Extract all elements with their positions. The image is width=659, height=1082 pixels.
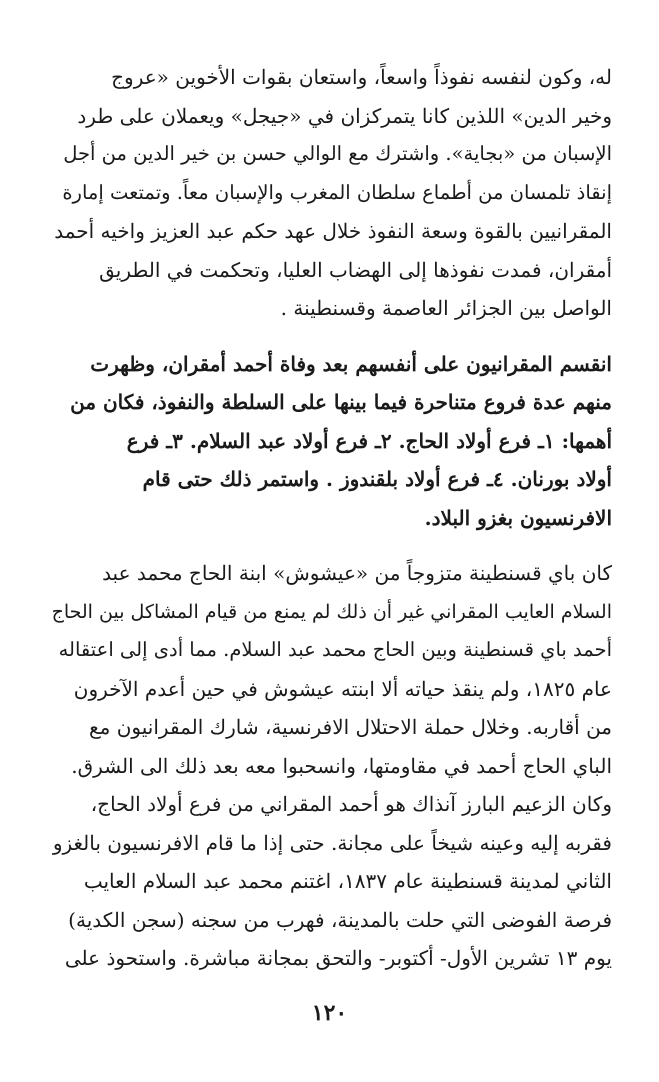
text-line: من أقاربه. وخلال حملة الاحتلال الافرنسية، شارك المقرانيون مع [89, 715, 612, 739]
text-line: الإسبان من «بجاية». واشترك مع الوالي حسن بن خير الدين من أجل [63, 142, 612, 165]
text-line: فرصة الفوضى التي حلت بالمدينة، فهرب من سجنه (سجن الكدية) [68, 907, 612, 932]
document-page [52, 58, 612, 978]
text-line: وكان الزعيم البارز آنذاك هو أحمد المقراني من فرع أولاد الحاج، [90, 792, 612, 816]
text-line: كان باي قسنطينة متزوجاً من «عيشوش» ابنة الحاج محمد عبد [102, 561, 612, 585]
text-line: السلام العايب المقراني غير أن ذلك لم يمنع من قيام المشاكل بين الحاج [52, 600, 612, 623]
text-line: الافرنسيون بغزو البلاد. [424, 505, 612, 530]
paragraph-3 [52, 554, 612, 978]
paragraph-2 [52, 345, 612, 538]
text-line: الباي الحاج أحمد في مقاومتها، وانسحبوا معه بعد ذلك الى الشرق. [71, 753, 612, 778]
text-line: منهم عدة فروع متناحرة فيما بينها على السلطة والنفوذ، فكان من [70, 390, 612, 414]
text-line: عام ١٨٢٥، ولم ينقذ حياته ألا ابنته عيشوش في حين أعدم الآخرون [73, 676, 612, 701]
text-line: أهمها: ١ـ فرع أولاد الحاج. ٢ـ فرع أولاد عبد السلام. ٣ـ فرع [126, 428, 612, 453]
page-number: ١٢٠ [311, 1000, 348, 1026]
text-line: له، وكون لنفسه نفوذاً واسعاً، واستعان بقوات الأخوين «عروج [111, 65, 612, 89]
text-line: الثاني لمدينة قسنطينة عام ١٨٣٧، اغتنم محمد عبد السلام العايب [83, 869, 612, 893]
text-line: يوم ١٣ تشرين الأول- أكتوبر- والتحق بمجانة مباشرة. واستحوذ على [64, 946, 612, 970]
text-line: انقسم المقرانيون على أنفسهم بعد وفاة أحمد أمقران، وظهرت [90, 351, 612, 376]
text-line: فقربه إليه وعينه شيخاً على مجانة. حتى إذا ما قام الافرنسيون بالغزو [52, 830, 612, 855]
text-line: الواصل بين الجزائر العاصمة وقسنطينة . [280, 296, 612, 320]
text-line: وخير الدين» اللذين كانا يتمركزان في «جيجل» ويعملان على طرد [77, 103, 612, 128]
text-line: أمقران، فمدت نفوذها إلى الهضاب العليا، وتحكمت في الطريق [99, 257, 612, 282]
text-line: المقرانيين بالقوة وسعة النفوذ خلال عهد حكم عبد العزيز واخيه أحمد [54, 219, 612, 243]
text-line: أحمد باي قسنطينة وبين الحاج محمد عبد السلام. مما أدى إلى اعتقاله [58, 638, 612, 661]
text-line: إنقاذ تلمسان من أطماع سلطان المغرب والإسبان معاً. وتمتعت إمارة [62, 180, 612, 204]
text-line: أولاد بورنان. ٤ـ فرع أولاد بلقندوز . واستمر ذلك حتى قام [142, 467, 612, 491]
paragraph-1 [52, 58, 612, 328]
